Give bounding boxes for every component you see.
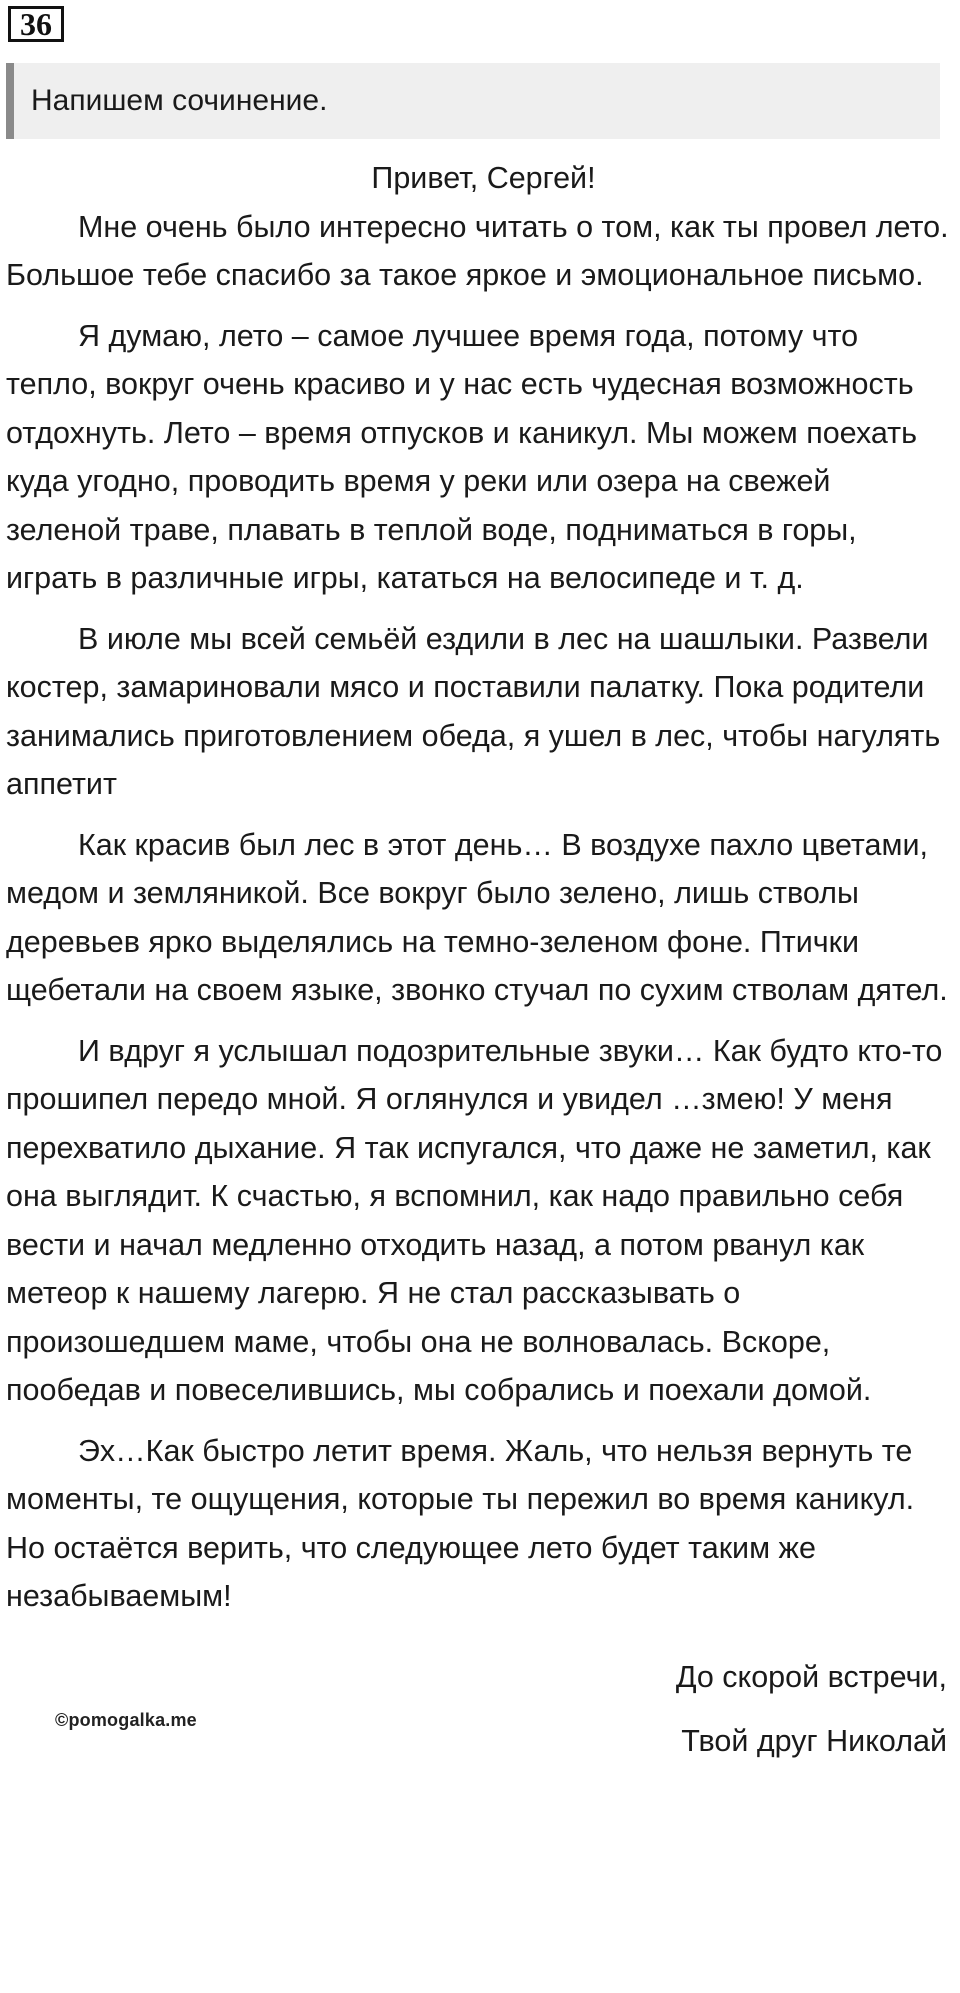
- task-number-badge: 36: [8, 6, 64, 42]
- letter-body: [6, 154, 951, 1766]
- letter-paragraph-6: Эх…Как быстро летит время. Жаль, что нельзя вернуть те моменты, те ощущения, которые ты пережил во время каникул. Но остаётся верить, что следующее лето будет таким же незабываемым!: [6, 1433, 915, 1613]
- task-banner: [6, 63, 940, 139]
- letter-paragraph-3: В июле мы всей семьёй ездили в лес на шашлыки. Развели костер, замариновали мясо и поставили палатку. Пока родители занимались приготовлением обеда, я ушел в лес, чтобы нагулять аппетит: [6, 621, 941, 801]
- letter-greeting: Привет, Сергей!: [371, 161, 596, 195]
- banner-text: Напишем сочинение.: [31, 84, 328, 117]
- letter-closing-farewell: До скорой встречи,: [675, 1659, 947, 1694]
- letter-paragraph-4: Как красив был лес в этот день… В воздухе пахло цветами, медом и земляникой. Все вокруг было зелено, лишь стволы деревьев ярко выделялись на темно-зеленом фоне. Птички щебетали на своем языке, звонко стучал по сухим стволам дятел.: [6, 827, 948, 1007]
- watermark: ©pomogalka.me: [55, 1710, 197, 1730]
- letter-paragraph-5: И вдруг я услышал подозрительные звуки… Как будто кто-то прошипел передо мной. Я оглянулся и увидел …змею! У меня перехватило дыхание. Я так испугался, что даже не заметил, как она выглядит. К счастью, я вспомнил, как надо правильно себя вести и начал медленно отходить назад, а потом рванул как метеор к нашему лагерю. Я не стал рассказывать о произошедшем маме, чтобы она не волновалась. Вскоре, пообедав и повеселившись, мы собрались и поехали домой.: [6, 1033, 943, 1407]
- letter-paragraph-1: Мне очень было интересно читать о том, как ты провел лето. Большое тебе спасибо за такое яркое и эмоциональное письмо.: [6, 209, 949, 292]
- letter-paragraph-2: Я думаю, лето – самое лучшее время года, потому что тепло, вокруг очень красиво и у нас есть чудесная возможность отдохнуть. Лето – время отпусков и каникул. Мы можем поехать куда угодно, проводить время у реки или озера на свежей зеленой траве, плавать в теплой воде, подниматься в горы, играть в различные игры, кататься на велосипеде и т. д.: [6, 318, 918, 595]
- letter-signature: Твой друг Николай: [681, 1724, 947, 1758]
